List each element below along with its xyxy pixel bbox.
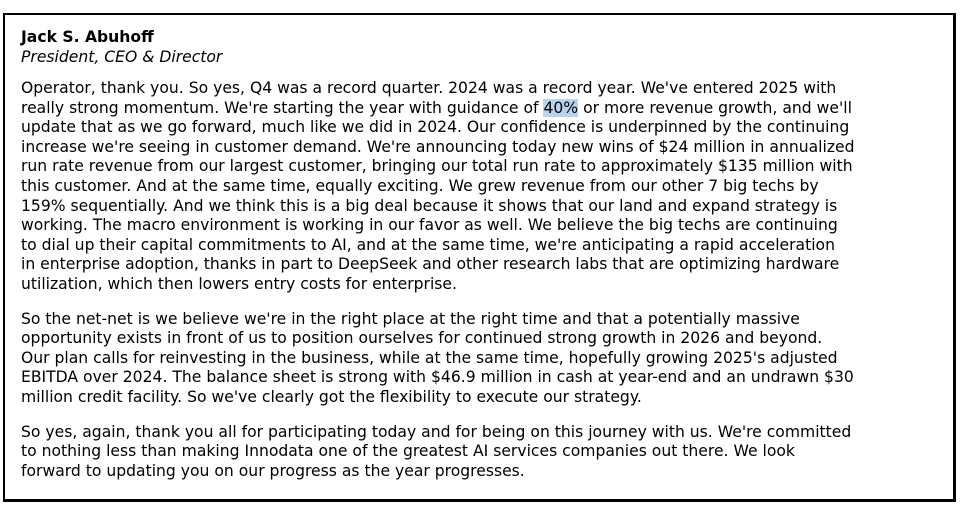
paragraph-line: run rate revenue from our largest customer, bringing our total run rate to approximately $135 million with: [21, 157, 853, 176]
paragraph-line: forward to updating you on our progress as the year progresses.: [21, 461, 525, 480]
paragraph-line: to nothing less than making Innodata one of the greatest AI services companies out there. We look: [21, 442, 795, 461]
transcript-content: [21, 27, 941, 496]
paragraph-line: So the net-net is we believe we're in the right place at the right time and that a potentially massive: [21, 309, 800, 328]
paragraph-line: in enterprise adoption, thanks in part to DeepSeek and other research labs that are optimizing hardware: [21, 255, 840, 274]
paragraph-1: [21, 79, 941, 295]
paragraph-line: utilization, which then lowers entry costs for enterprise.: [21, 274, 457, 293]
line-text: or more revenue growth, and we'll: [578, 98, 852, 117]
paragraph-line: million credit facility. So we've clearly got the flexibility to execute our strategy.: [21, 387, 642, 406]
paragraph-line: increase we're seeing in customer demand. We're announcing today new wins of $24 million in annualized: [21, 137, 855, 156]
paragraph-3: [21, 423, 941, 482]
line-text: really strong momentum. We're starting the year with guidance of: [21, 98, 544, 117]
paragraph-line: to dial up their capital commitments to AI, and at the same time, we're anticipating a rapid acceleration: [21, 235, 835, 254]
speaker-title: President, CEO & Director: [21, 48, 223, 66]
highlighted-text[interactable]: 40%: [543, 98, 579, 117]
paragraph-line: update that as we go forward, much like we did in 2024. Our confidence is underpinned by the continuing: [21, 118, 850, 137]
paragraph-line: EBITDA over 2024. The balance sheet is strong with $46.9 million in cash at year-end and an undrawn $30: [21, 368, 854, 387]
paragraph-line: 159% sequentially. And we think this is a big deal because it shows that our land and expand strategy is: [21, 196, 838, 215]
paragraph-line: working. The macro environment is working in our favor as well. We believe the big techs are continuing: [21, 216, 838, 235]
paragraph-line: So yes, again, thank you all for participating today and for being on this journey with us. We're committed: [21, 422, 852, 441]
speaker-name: Jack S. Abuhoff: [21, 28, 154, 46]
paragraph-line: Operator, thank you. So yes, Q4 was a record quarter. 2024 was a record year. We've entered 2025 with: [21, 79, 837, 97]
paragraph-line: [21, 99, 941, 119]
paragraph-2: [21, 310, 941, 408]
paragraph-line: Our plan calls for reinvesting in the business, while at the same time, hopefully growing 2025's adjusted: [21, 348, 838, 367]
paragraph-line: opportunity exists in front of us to position ourselves for continued strong growth in 2026 and beyond.: [21, 329, 823, 348]
paragraph-line: this customer. And at the same time, equally exciting. We grew revenue from our other 7 big techs by: [21, 176, 819, 195]
